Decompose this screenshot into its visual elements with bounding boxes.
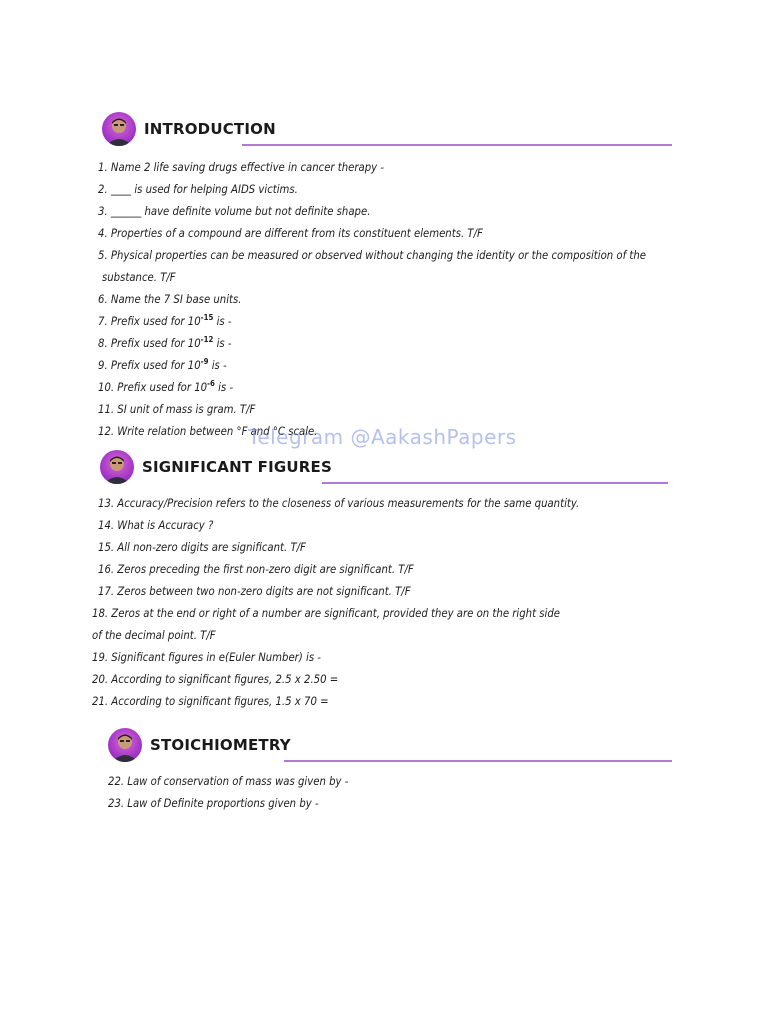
- question-item: [98, 332, 646, 354]
- author-avatar: [100, 450, 134, 484]
- exponent: -15: [200, 313, 214, 322]
- question-item: [98, 354, 646, 376]
- exponent: -6: [207, 379, 215, 388]
- question-text: 8. Prefix used for 10: [98, 336, 201, 350]
- question-list: [92, 492, 645, 712]
- question-item: 3. ______ have definite volume but not definite shape.: [98, 204, 371, 218]
- question-item: 22. Law of conservation of mass was given by -: [108, 774, 349, 788]
- question-text: is -: [208, 358, 227, 372]
- author-avatar: [108, 728, 142, 762]
- exponent: -9: [200, 357, 209, 366]
- question-item: 19. Significant figures in e(Euler Number) is -: [92, 650, 321, 664]
- question-text: 10. Prefix used for 10: [98, 380, 208, 394]
- section-header: [100, 450, 670, 486]
- section-header: [108, 728, 672, 764]
- question-item: 5. Physical properties can be measured or observed without changing the identity or the composition of the: [98, 248, 646, 262]
- question-list: [108, 770, 381, 814]
- question-text: is -: [213, 336, 232, 350]
- section-divider: [284, 760, 672, 762]
- question-item: [98, 310, 646, 332]
- question-item: 16. Zeros preceding the first non-zero digit are significant. T/F: [98, 562, 414, 576]
- author-avatar: [102, 112, 136, 146]
- section-header: [102, 112, 672, 148]
- question-item: 11. SI unit of mass is gram. T/F: [98, 402, 256, 416]
- question-item: 1. Name 2 life saving drugs effective in cancer therapy -: [98, 160, 385, 174]
- question-item: 13. Accuracy/Precision refers to the closeness of various measurements for the same quantity.: [98, 496, 580, 510]
- question-item: 21. According to significant figures, 1.5 x 70 =: [92, 694, 329, 708]
- question-text: is -: [214, 380, 234, 394]
- section-title: SIGNIFICANT FIGURES: [142, 458, 333, 476]
- question-item: 14. What is Accuracy ?: [98, 518, 214, 532]
- question-text: 7. Prefix used for 10: [98, 314, 201, 328]
- question-item: 20. According to significant figures, 2.5 x 2.50 =: [92, 672, 339, 686]
- section-title: INTRODUCTION: [144, 120, 276, 138]
- question-item: 23. Law of Definite proportions given by -: [108, 796, 319, 810]
- question-item-continued: substance. T/F: [102, 270, 176, 284]
- question-item-continued: of the decimal point. T/F: [92, 628, 216, 642]
- telegram-watermark: Telegram @AakashPapers: [248, 425, 517, 449]
- section-title: STOICHIOMETRY: [150, 736, 291, 754]
- question-text: is -: [213, 314, 232, 328]
- question-item: 17. Zeros between two non-zero digits are not significant. T/F: [98, 584, 411, 598]
- section-divider: [242, 144, 672, 146]
- question-item: 12. Write relation between °F and °C scale.: [98, 424, 318, 438]
- question-item: 18. Zeros at the end or right of a number are significant, provided they are on the right side: [92, 606, 560, 620]
- question-item: 6. Name the 7 SI base units.: [98, 292, 242, 306]
- section-divider: [322, 482, 668, 484]
- question-item: 15. All non-zero digits are significant. T/F: [98, 540, 306, 554]
- question-item: 4. Properties of a compound are different from its constituent elements. T/F: [98, 226, 483, 240]
- exponent: -12: [200, 335, 214, 344]
- question-list: [98, 156, 721, 442]
- question-item: 2. ____ is used for helping AIDS victims.: [98, 182, 298, 196]
- question-text: 9. Prefix used for 10: [98, 358, 201, 372]
- question-item: [98, 376, 646, 398]
